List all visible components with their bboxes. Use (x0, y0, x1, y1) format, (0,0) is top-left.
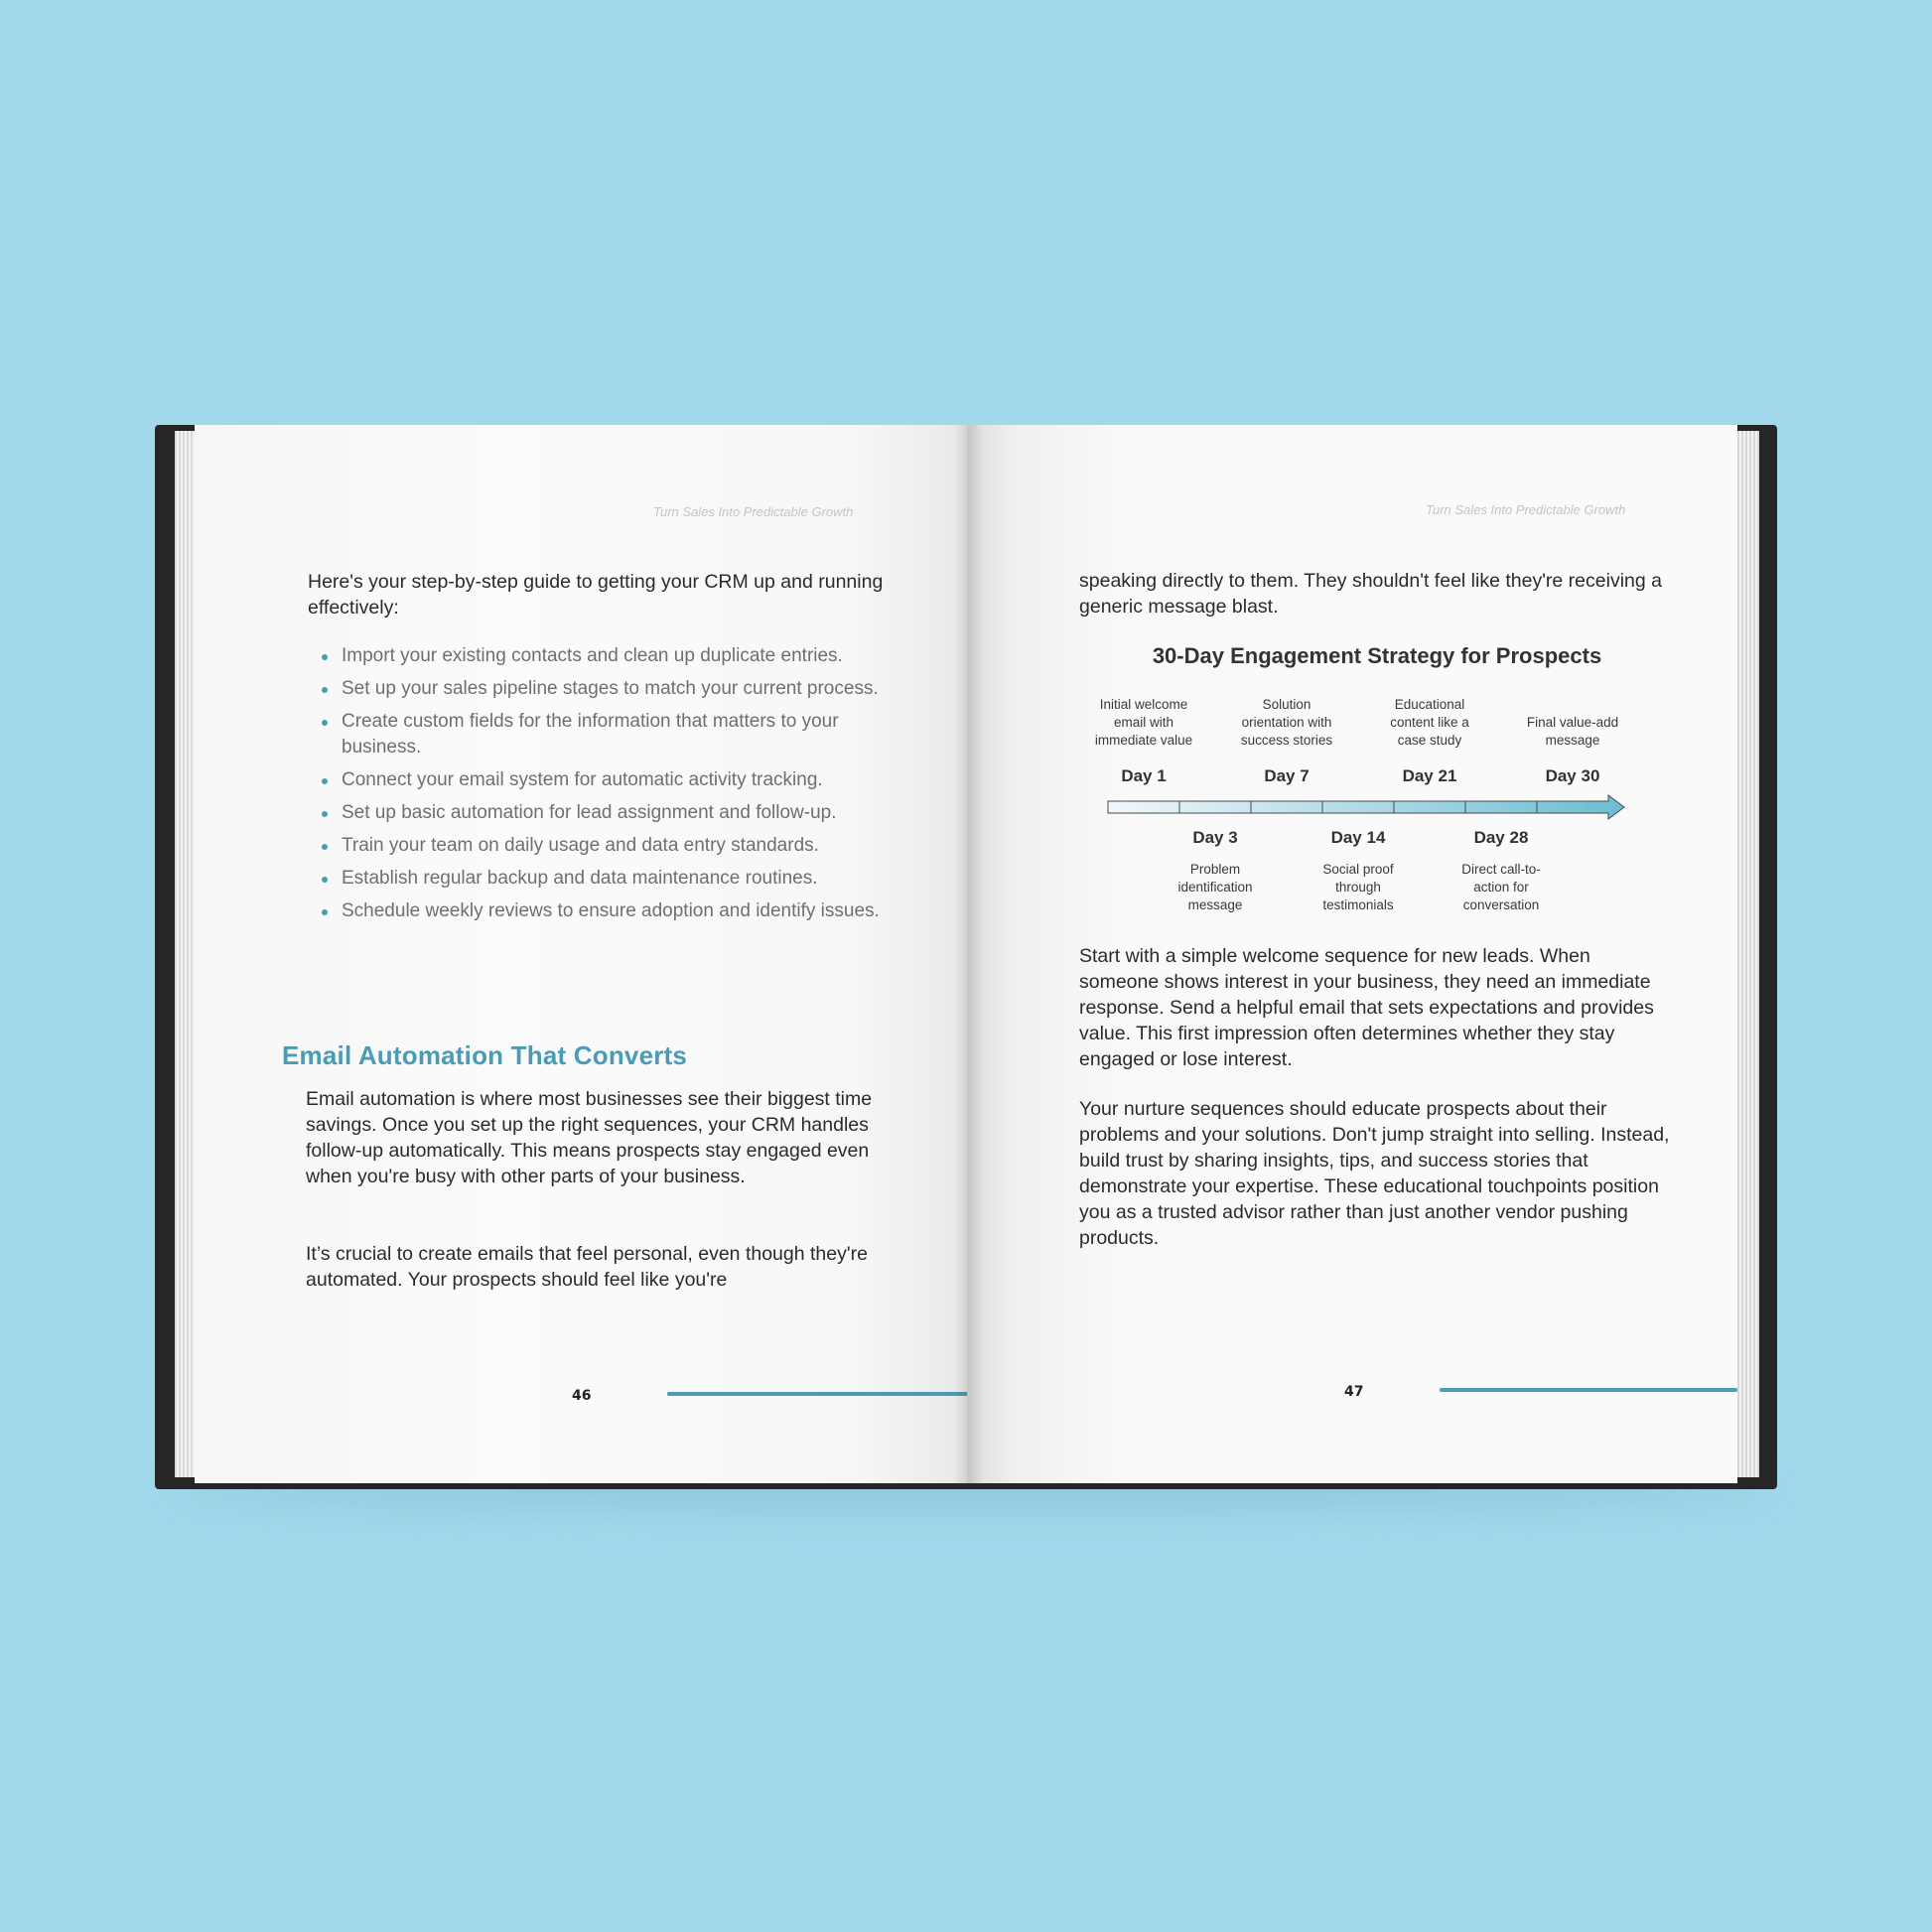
timeline-event-description: Solution (1262, 697, 1311, 712)
timeline-arrow (1108, 795, 1624, 819)
list-item: Schedule weekly reviews to ensure adoption and identify issues. (308, 898, 903, 924)
timeline-event-description: Problem (1189, 862, 1241, 877)
running-head-right: Turn Sales Into Predictable Growth (1426, 502, 1626, 517)
personal-emails-paragraph: It’s crucial to create emails that feel personal, even though they're automated. Your prospects should feel like you're (306, 1243, 868, 1291)
timeline-event-description: case study (1397, 733, 1462, 748)
timeline-event-description: Social proof (1322, 862, 1394, 877)
timeline-event (1527, 715, 1618, 785)
timeline-event (1241, 697, 1333, 785)
list-item: Establish regular backup and data maintenance routines. (308, 866, 903, 892)
timeline-day-label: Day 7 (1264, 766, 1310, 785)
page-edges-right (1735, 431, 1759, 1477)
chart-title: 30-Day Engagement Strategy for Prospects (1152, 643, 1602, 668)
right-page (967, 425, 1737, 1483)
bullet-dot-icon (322, 778, 328, 784)
bullet-dot-icon (322, 654, 328, 660)
footer-rule-right (1440, 1388, 1737, 1392)
footer-rule-left (667, 1392, 967, 1396)
list-item: Set up your sales pipeline stages to match your current process. (308, 676, 903, 702)
bullet-dot-icon (322, 687, 328, 693)
bullet-dot-icon (322, 811, 328, 817)
bullet-dot-icon (322, 909, 328, 915)
timeline-event-description: message (1545, 733, 1600, 748)
list-item: Set up basic automation for lead assignment and follow-up. (308, 800, 903, 826)
timeline-event-description: through (1335, 880, 1381, 895)
timeline-event-description: immediate value (1094, 733, 1193, 748)
list-item: Create custom fields for the information that matters to your business. (308, 709, 903, 760)
timeline-event-description: email with (1113, 715, 1174, 730)
timeline-day-label: Day 30 (1545, 766, 1600, 785)
timeline-day-label: Day 21 (1402, 766, 1457, 785)
timeline-event-description: Initial welcome (1099, 697, 1188, 712)
timeline-event (1095, 697, 1192, 785)
page-number-right: 47 (1344, 1384, 1364, 1400)
nurture-sequence-paragraph: Your nurture sequences should educate prospects about their problems and your solutions. Don't jump straight into selling. Instead, build trust by sharing insights, tips, and success stories that demonstrate your expertise. These educational touchpoints position you as a trusted advisor rather than just another vendor pushing products. (1079, 1098, 1670, 1249)
list-item: Train your team on daily usage and data entry standards. (308, 833, 903, 859)
timeline-event-description: testimonials (1322, 897, 1394, 912)
timeline-event (1390, 697, 1469, 785)
list-item: Import your existing contacts and clean up duplicate entries. (308, 643, 903, 669)
timeline-day-label: Day 1 (1121, 766, 1167, 785)
timeline-event-description: orientation with (1241, 715, 1332, 730)
running-head-left: Turn Sales Into Predictable Growth (653, 504, 854, 519)
timeline-event-description: Direct call-to- (1461, 862, 1541, 877)
timeline-event-description: success stories (1240, 733, 1333, 748)
bullet-dot-icon (322, 720, 328, 726)
timeline-event-description: Final value-add (1526, 715, 1619, 730)
bullet-dot-icon (322, 844, 328, 850)
book-gutter (953, 425, 983, 1483)
section-heading: Email Automation That Converts (282, 1040, 688, 1070)
timeline-event-description: action for (1473, 880, 1529, 895)
list-item: Connect your email system for automatic activity tracking. (308, 767, 903, 793)
email-automation-paragraph: Email automation is where most businesses see their biggest time savings. Once you set up the right sequences, your CRM handles follow-up automatically. This means prospects stay engaged even when you're busy with other parts of your business. (306, 1088, 873, 1187)
continuation-paragraph: speaking directly to them. They shouldn't feel like they're receiving a generic message blast. (1079, 570, 1662, 618)
left-page (195, 425, 967, 1483)
crm-steps-list (308, 643, 903, 931)
timeline-day-label: Day 14 (1330, 828, 1386, 847)
timeline-event-description: content like a (1390, 715, 1469, 730)
intro-paragraph: Here's your step-by-step guide to getting your CRM up and running effectively: (308, 571, 884, 619)
timeline-event (1322, 828, 1394, 912)
welcome-sequence-paragraph: Start with a simple welcome sequence for new leads. When someone shows interest in your business, they need an immediate response. Send a helpful email that sets expectations and provides value. This first impression often determines whether they stay engaged or lose interest. (1079, 945, 1654, 1070)
timeline-event-description: message (1187, 897, 1243, 912)
timeline-event (1461, 828, 1541, 912)
timeline-day-label: Day 28 (1473, 828, 1529, 847)
timeline-event-description: identification (1177, 880, 1253, 895)
timeline-event-description: Educational (1394, 697, 1465, 712)
timeline-event-description: conversation (1462, 897, 1540, 912)
page-number-left: 46 (572, 1388, 592, 1404)
timeline-event (1177, 828, 1252, 912)
bullet-dot-icon (322, 877, 328, 883)
timeline-day-label: Day 3 (1192, 828, 1238, 847)
timeline-chart (967, 425, 1737, 941)
